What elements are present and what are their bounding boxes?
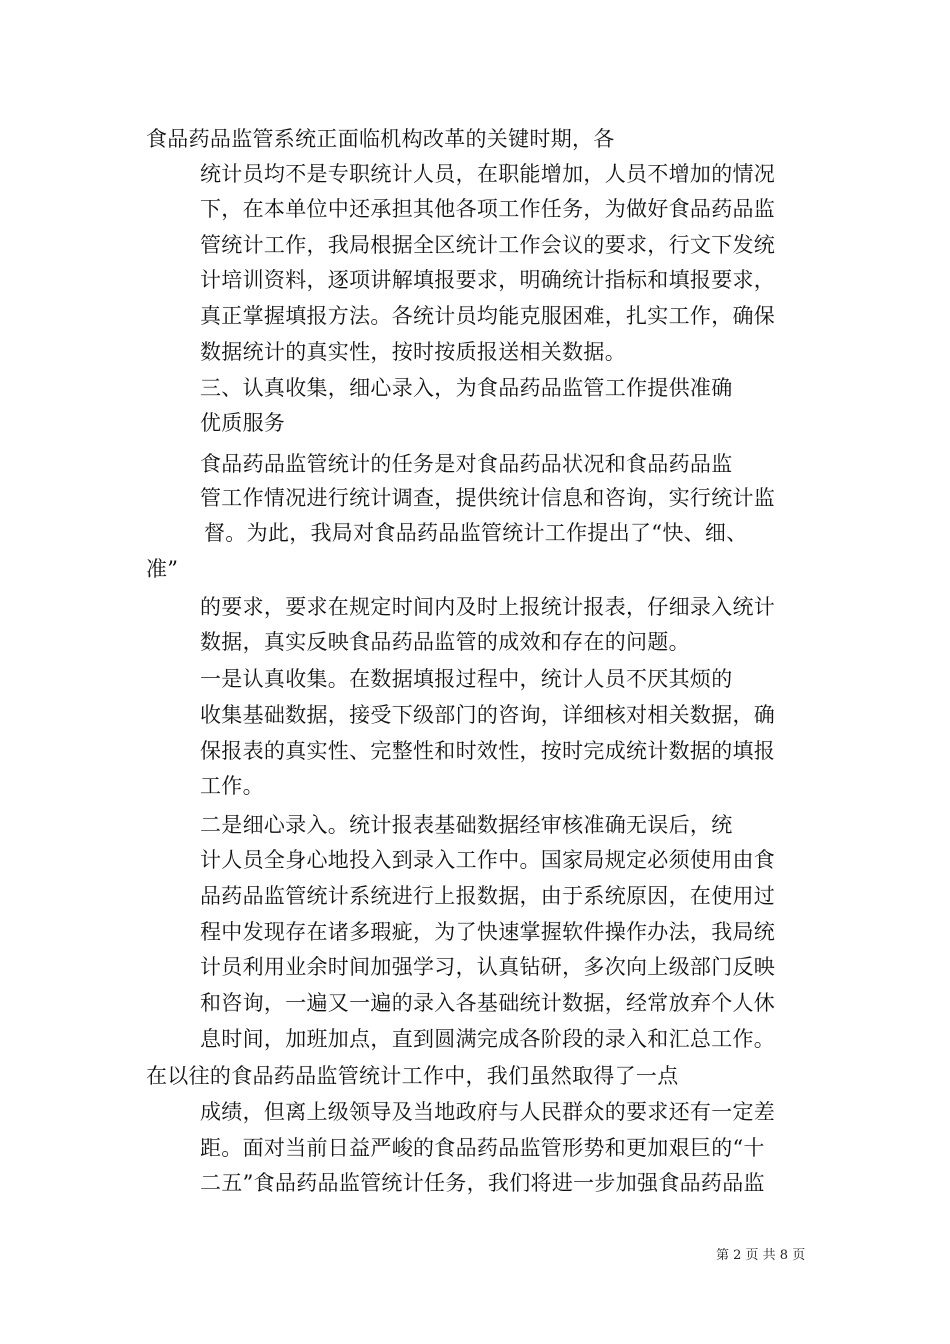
text-line: 管工作情况进行统计调查，提供统计信息和咨询，实行统计监 — [200, 486, 776, 510]
text-line: 数据统计的真实性，按时按质报送相关数据。 — [200, 340, 626, 364]
text-line: 管统计工作，我局根据全区统计工作会议的要求，行文下发统 — [200, 233, 776, 257]
text-line: 工作。 — [200, 774, 264, 798]
text-line: 计人员全身心地投入到录入工作中。国家局规定必须使用由食 — [200, 848, 776, 872]
text-line: 食品药品监管统计的任务是对食品药品状况和食品药品监 — [200, 452, 733, 476]
text-line: 在以往的食品药品监管统计工作中，我们虽然取得了一点 — [146, 1064, 679, 1088]
section-heading-continuation: 优质服务 — [200, 411, 286, 435]
text-line: 收集基础数据，接受下级部门的咨询，详细核对相关数据，确 — [200, 703, 776, 727]
text-line: 食品药品监管系统正面临机构改革的关键时期，各 — [146, 127, 615, 151]
text-line: 计员利用业余时间加强学习，认真钻研，多次向上级部门反映 — [200, 955, 776, 979]
section-heading: 三、认真收集，细心录入，为食品药品监管工作提供准确 — [200, 376, 733, 400]
text-line: 程中发现存在诸多瑕疵，为了快速掌握软件操作办法，我局统 — [200, 920, 776, 944]
text-line: 和咨询，一遍又一遍的录入各基础统计数据，经常放弃个人休 — [200, 991, 776, 1015]
text-line: 准” — [146, 557, 179, 581]
text-line: 真正掌握填报方法。各统计员均能克服困难，扎实工作，确保 — [200, 304, 776, 328]
text-line: 下，在本单位中还承担其他各项工作任务，为做好食品药品监 — [200, 197, 776, 221]
text-line: 距。面对当前日益严峻的食品药品监管形势和更加艰巨的“十 — [200, 1136, 765, 1160]
text-line: 统计员均不是专职统计人员，在职能增加，人员不增加的情况 — [200, 162, 776, 186]
text-line: 一是认真收集。在数据填报过程中，统计人员不厌其烦的 — [200, 667, 733, 691]
text-line: 的要求，要求在规定时间内及时上报统计报表，仔细录入统计 — [200, 595, 776, 619]
text-line: 计培训资料，逐项讲解填报要求，明确统计指标和填报要求， — [200, 268, 776, 292]
text-line: 二五”食品药品监管统计任务，我们将进一步加强食品药品监 — [200, 1171, 765, 1195]
text-line: 息时间，加班加点，直到圆满完成各阶段的录入和汇总工作。 — [200, 1027, 776, 1051]
page-number: 第 2 页 共 8 页 — [716, 1248, 806, 1263]
text-line: 数据，真实反映食品药品监管的成效和存在的问题。 — [200, 630, 690, 654]
text-line: 成绩，但离上级领导及当地政府与人民群众的要求还有一定差 — [200, 1100, 776, 1124]
text-line: 二是细心录入。统计报表基础数据经审核准确无误后，统 — [200, 813, 733, 837]
text-line: 保报表的真实性、完整性和时效性，按时完成统计数据的填报 — [200, 739, 776, 763]
text-line: 督。为此，我局对食品药品监管统计工作提出了“快、细、 — [204, 521, 748, 545]
text-line: 品药品监管统计系统进行上报数据，由于系统原因，在使用过 — [200, 884, 776, 908]
